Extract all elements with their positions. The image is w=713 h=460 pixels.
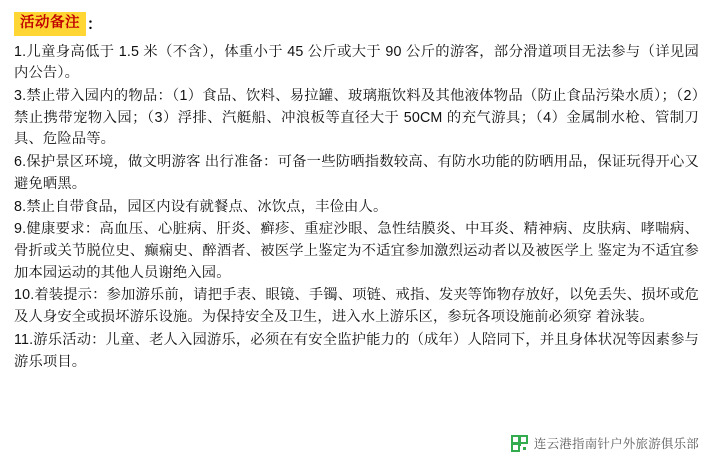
footer-label: 连云港指南针户外旅游俱乐部	[533, 437, 699, 451]
notice-paragraph: 8.禁止自带食品，园区内设有就餐点、冰饮点，丰俭由人。	[14, 198, 388, 215]
notice-paragraph: 9.健康要求：高血压、心脏病、肝炎、癣疹、重症沙眼、急性结膜炎、中耳炎、精神病、皮肤病、哮喘病、骨折或关节脱位史、癫痫史、醉酒者、被医学上鉴定为不适宜参加激烈运动者以及被医学上 鉴定为不适宜参加本园运动的其他人员谢绝入园。	[14, 221, 699, 281]
notice-paragraph: 1.儿童身高低于 1.5 米（不含），体重小于 45 公斤或大于 90 公斤的游客，部分滑道项目无法参与（详见园内公告）。	[14, 43, 699, 82]
page-title	[14, 12, 699, 36]
notice-paragraph: 3.禁止带入园内的物品：（1）食品、饮料、易拉罐、玻璃瓶饮料及其他液体物品（防止食品污染水质）；（2）禁止携带宠物入园；（3）浮排、汽艇船、冲浪板等直径大于 50CM 的充气游具；（4）金属制水枪、管制刀具、危险品等。	[14, 87, 699, 148]
notice-paragraph: 11.游乐活动：儿童、老人入园游乐，必须在有安全监护能力的（成年）人陪同下，并且身体状况等因素参与游乐项目。	[14, 331, 699, 370]
footer-attribution[interactable]	[511, 434, 699, 452]
qr-code-icon	[511, 435, 528, 452]
notice-paragraph: 10.着装提示：参加游乐前，请把手表、眼镜、手镯、项链、戒指、发夹等饰物存放好，以免丢失、损坏或危及人身安全或损坏游乐设施。为保持安全及卫生，进入水上游乐区，参玩各项设施前必须穿 着泳装。	[14, 287, 699, 326]
title-colon: ：	[87, 16, 103, 34]
notice-paragraph: 6.保护景区环境，做文明游客 出行准备：可备一些防晒指数较高、有防水功能的防晒用品，保证玩得开心又避免晒黑。	[14, 154, 699, 192]
footer-bar	[0, 426, 713, 460]
title-badge: 活动备注	[14, 12, 86, 36]
notice-body	[14, 42, 699, 374]
